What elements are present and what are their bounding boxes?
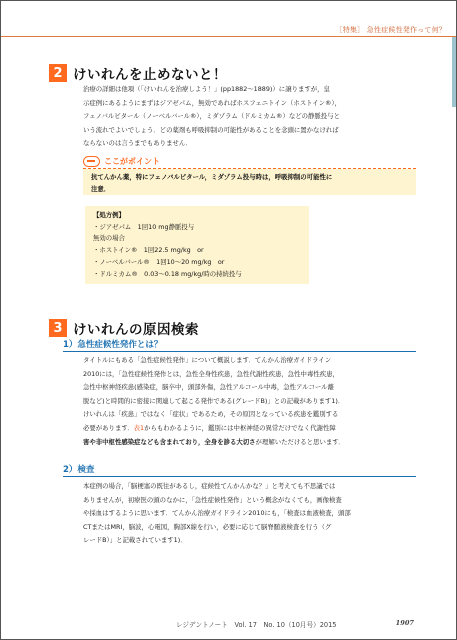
text-span: からもわかるように，鑑別には中枢神経の異常だけでなく代謝性障 (144, 423, 336, 432)
table-reference-link[interactable]: 表1 (133, 423, 145, 432)
prescription-title: 【処方例】 (93, 211, 125, 219)
text-line: や採血はするように思います．てんかん治療ガイドライン2010にも，「検査は血液検査，頭部 (83, 509, 351, 518)
text-line: 本症例の場合，「脳梗塞の既往があるし，症候性てんかんかな？」と考えても不思議では (83, 482, 336, 490)
text-line: 抗てんかん薬，特にフェノバルビタール，ミダゾラム投与時は，呼吸抑制の可能性に (91, 173, 333, 181)
prescription-line: ・ホストイン® 1回22.5 mg/kg or (93, 246, 204, 255)
paragraph (83, 354, 416, 449)
section-title: けいれんを止めないと！ (73, 67, 227, 83)
prescription-line: 無効の場合 (93, 234, 125, 243)
subsection-2-body (83, 480, 416, 548)
text-line: ありませんが，初療医の頭のなかに，「急性症候性発作」という概念がなくても，画像検査 (83, 495, 342, 504)
point-title: ここがポイント (104, 157, 160, 166)
point-body (83, 169, 416, 195)
prescription-line: ・ジアゼパム 1回10 mg静脈投与 (93, 222, 195, 231)
subsection-1-body (83, 354, 416, 449)
page-header (1, 1, 456, 41)
prescription-box (85, 206, 309, 284)
text-line (83, 436, 416, 450)
text-line: 注意． (91, 185, 111, 193)
section-number: 3 (49, 319, 67, 337)
text-line: ならないのは言うまでもありません． (83, 139, 193, 148)
subsection-heading: 2）検査 (63, 465, 95, 475)
point-box (83, 156, 416, 196)
journal-citation: レジデントノート Vol. 17 No. 10（10月号）2015 (176, 621, 337, 629)
text-span: 必要があります． (83, 423, 134, 432)
text-line: CTまたはMRI，脳波，心電図，胸部X線を行い，必要に応じて脳脊髄液検査を行う（グ (83, 522, 332, 531)
text-line: 治療の詳細は他項（「けいれんを治療しよう！」(pp1882～1889)）に譲りますが，皇 (83, 85, 330, 93)
emphasis-text: 害や非中枢性感染症なども含まれており，全身を診る大切さ (83, 437, 256, 446)
section-2 (49, 63, 416, 83)
page-number: 1907 (395, 619, 414, 627)
point-heading (83, 156, 416, 167)
section-heading (49, 318, 416, 338)
pencil-icon (83, 156, 100, 167)
text-line: フェノバルビタール（ノーベルバール®），ミダゾラム（ドルミカム®）などの静脈投与と (83, 112, 340, 121)
subsection-rule (63, 476, 416, 477)
prescription-line: ・ドルミカム® 0.03～0.18 mg/kg/時の持続投与 (93, 269, 242, 278)
text-line: 2010には，「急性症候性発作とは，急性全身性疾患，急性代謝性疾患，急性中毒性疾患， (83, 369, 339, 378)
paragraph (83, 480, 416, 548)
section-2-body (83, 83, 416, 151)
subsection-heading: 1）急性症候性発作とは？ (63, 340, 163, 350)
prescription-line: ・ノーベルバール® 1回10～20 mg/kg or (93, 257, 225, 266)
paragraph (83, 83, 416, 151)
header-rule (1, 36, 456, 37)
text-line: タイトルにもある「急性症候性発作」について概説します．てんかん治療ガイドライン (83, 356, 332, 364)
text-span: が理解いただけると思います． (255, 437, 345, 446)
text-line: 急性中枢神経疾患(感染症，脳卒中，頭部外傷，急性アルコール中毒，急性アルコール離 (83, 383, 334, 392)
side-tab-strip (452, 37, 456, 107)
text-line: レードB）」と記載されています1)． (83, 536, 187, 545)
text-line: けいれんは「疾患」ではなく「症状」であるため，その原因となっている疾患を鑑別する (83, 410, 339, 419)
feature-label: ［特集］ 急性症候性発作って何？ (335, 26, 446, 34)
section-number: 2 (49, 64, 67, 82)
subsection-rule (63, 351, 416, 352)
section-title: けいれんの原因検索 (73, 322, 199, 338)
text-line: 示症例にあるようにまずはジアゼパム，無効であればホスフェニトイン（ホストイン®）， (83, 98, 341, 107)
text-line: 脱など)と時間的に密接に関連して起こる発作である(グレードB)」との記載があります1)． (83, 396, 345, 405)
section-3 (49, 318, 416, 338)
section-heading (49, 63, 416, 83)
text-line: いう流れでよいでしょう．どの薬剤も呼吸抑制の可能性があることを念頭に置かなければ (83, 125, 339, 134)
text-line (83, 422, 416, 436)
